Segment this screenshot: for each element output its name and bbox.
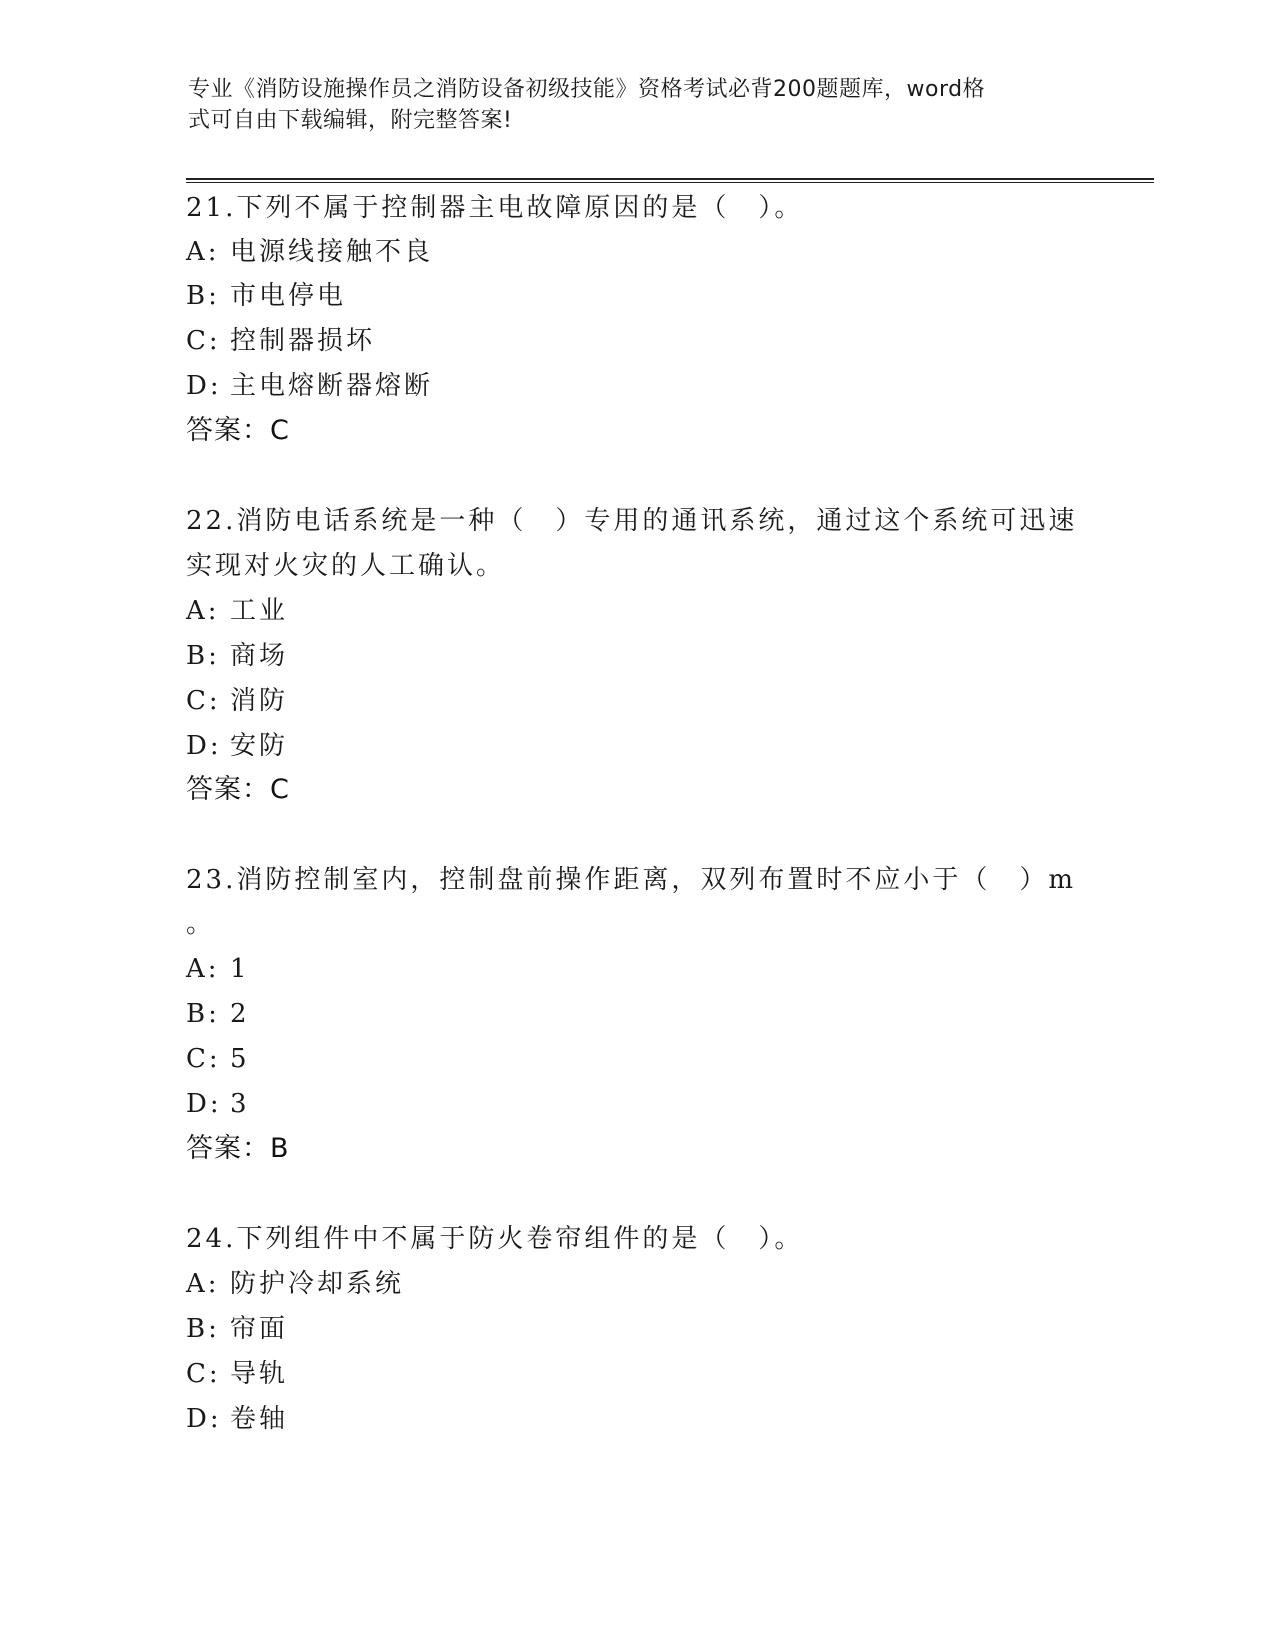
question-24-option-c [186,1358,288,1390]
option-text: 帘面 [230,1314,289,1344]
question-23-option-c [186,1043,250,1075]
option-letter: B: [186,1314,220,1344]
option-text: 2 [230,999,250,1029]
option-text: 消防 [230,686,289,716]
option-letter: B: [186,999,220,1029]
question-22-option-d [186,730,288,762]
option-letter: D: [186,1089,222,1119]
option-text: 1 [230,954,250,984]
option-text: 市电停电 [230,281,347,311]
question-22-stem-line-1: 22.消防电话系统是一种（ ）专用的通讯系统，通过这个系统可迅速 [186,506,1078,536]
option-letter: C: [186,1359,221,1389]
question-22-stem-line-2: 实现对火灾的人工确认。 [186,551,506,581]
question-23-option-b [186,998,250,1030]
option-letter: A: [186,596,220,626]
question-24-option-d [186,1403,288,1435]
header-line-1: 专业《消防设施操作员之消防设备初级技能》资格考试必背200题题库，word格 [188,77,986,102]
question-24-stem: 24.下列组件中不属于防火卷帘组件的是（ ）。 [186,1224,804,1254]
option-letter: A: [186,954,220,984]
question-24-option-b [186,1313,288,1345]
question-22-option-a [186,595,288,627]
question-22-answer: 答案：C [186,774,290,805]
option-letter: C: [186,686,221,716]
question-23-option-a [186,953,250,985]
option-text: 3 [230,1089,250,1119]
option-text: 防护冷却系统 [230,1269,405,1299]
question-22-option-b [186,640,288,672]
question-23-answer: 答案：B [186,1133,290,1164]
question-21-option-a [186,236,433,268]
option-text: 控制器损坏 [230,326,376,356]
question-23-option-d [186,1088,250,1120]
question-24-option-a [186,1268,404,1300]
option-letter: B: [186,641,220,671]
document-header [188,74,1068,136]
question-21-option-c [186,325,375,357]
option-text: 卷轴 [230,1404,289,1434]
question-23-stem-line-1: 23.消防控制室内，控制盘前操作距离，双列布置时不应小于（ ）m [186,865,1077,895]
header-divider-thin [186,182,1154,183]
option-letter: D: [186,1404,222,1434]
option-text: 安防 [230,731,289,761]
option-letter: D: [186,371,222,401]
option-letter: C: [186,1044,221,1074]
option-text: 商场 [230,641,289,671]
option-text: 工业 [230,596,289,626]
question-21-stem: 21.下列不属于控制器主电故障原因的是（ ）。 [186,193,804,223]
option-text: 电源线接触不良 [230,237,434,267]
question-21-option-b [186,280,346,312]
option-letter: A: [186,1269,220,1299]
question-21-answer: 答案：C [186,415,290,446]
option-letter: C: [186,326,221,356]
option-text: 5 [230,1044,250,1074]
option-letter: B: [186,281,220,311]
option-text: 主电熔断器熔断 [230,371,434,401]
option-letter: A: [186,237,220,267]
option-letter: D: [186,731,222,761]
question-21-option-d [186,370,433,402]
question-23-stem-line-2: 。 [186,909,216,939]
header-divider-thick [186,178,1154,180]
question-22-option-c [186,685,288,717]
header-line-2: 式可自由下载编辑，附完整答案! [188,108,513,133]
option-text: 导轨 [230,1359,289,1389]
